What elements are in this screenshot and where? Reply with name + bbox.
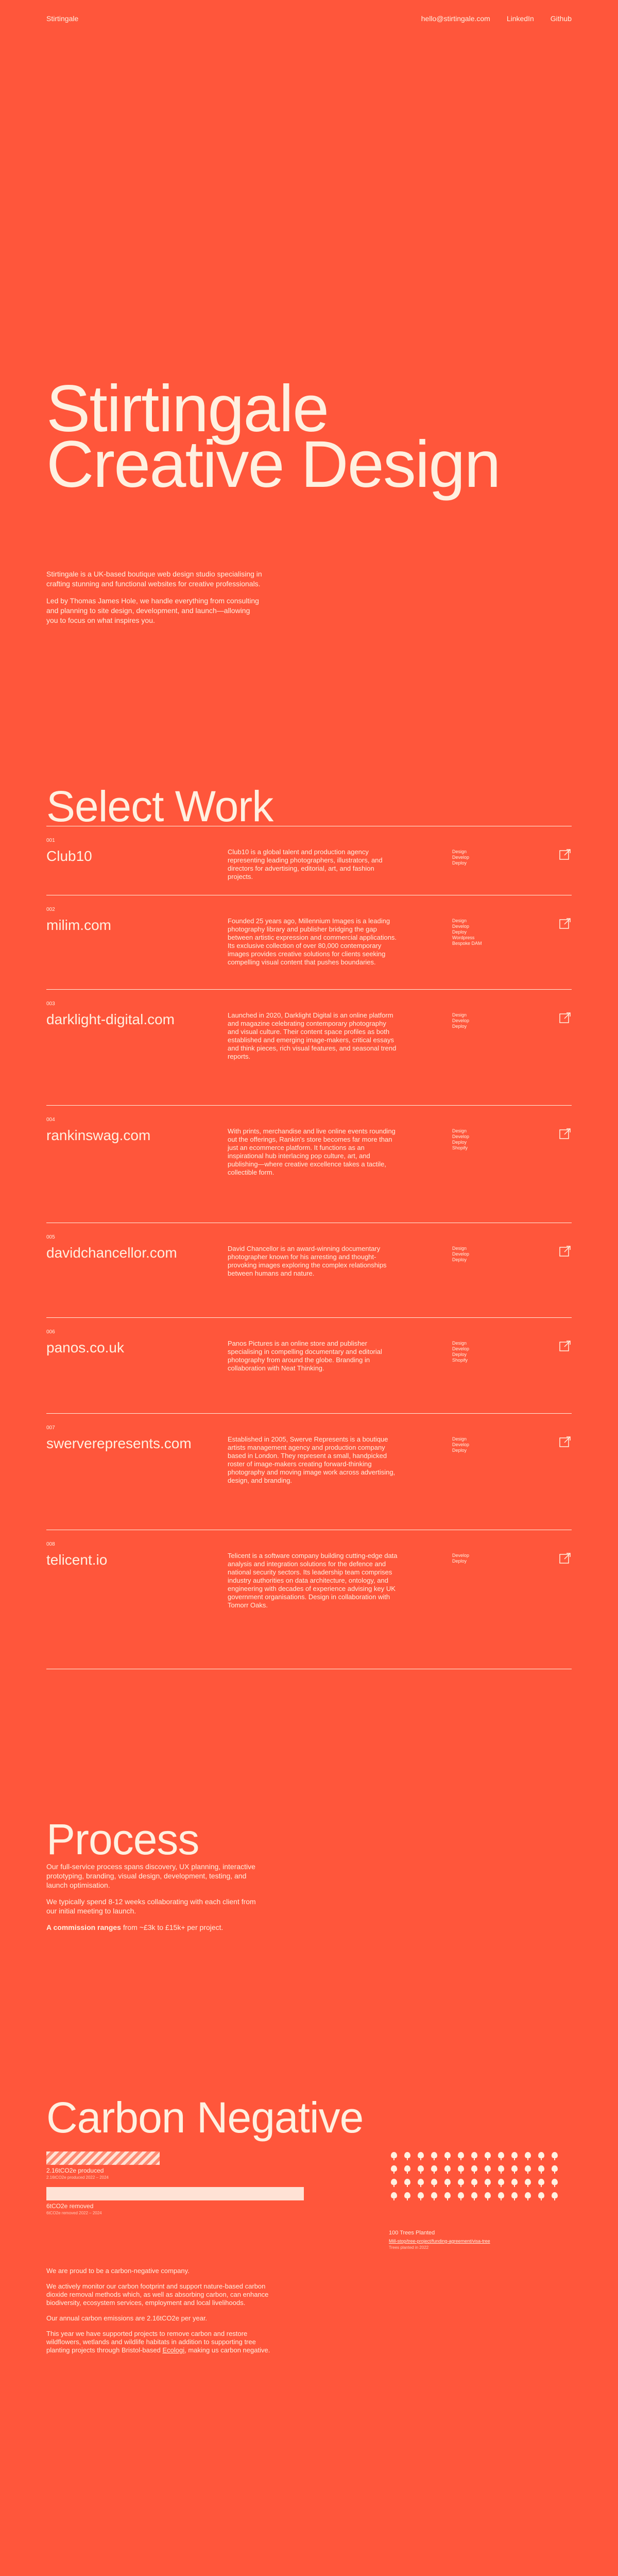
- work-tag: Develop: [452, 1553, 470, 1558]
- nav-email-link[interactable]: hello@stirtingale.com: [421, 14, 490, 23]
- tree-icon: [402, 2191, 413, 2201]
- work-tags: [452, 1341, 469, 1363]
- carbon-p2: We actively monitor our carbon footprint and support nature-based carbon dioxide removal methods which, as well as absorbing carbon, can enhance biodiversity, ecosystem services, employment and local livelihoods.: [46, 2282, 269, 2307]
- work-tag: Develop: [452, 855, 470, 860]
- work-tag: Deploy: [452, 1352, 467, 1357]
- external-link-icon[interactable]: [558, 1340, 572, 1353]
- work-tag: Deploy: [452, 1558, 467, 1564]
- nav-github-link[interactable]: Github: [550, 14, 572, 23]
- carbon-produced-bar: [46, 2151, 160, 2165]
- tree-icon: [496, 2178, 506, 2188]
- work-tag: Develop: [452, 1346, 470, 1351]
- work-tag: Design: [452, 1436, 467, 1442]
- tree-icon: [550, 2191, 560, 2201]
- work-number: 004: [46, 1117, 55, 1123]
- external-link-icon[interactable]: [558, 917, 572, 930]
- tree-icon: [550, 2164, 560, 2175]
- work-title-link[interactable]: darklight-digital.com: [46, 1011, 175, 1027]
- tree-icon: [389, 2178, 399, 2188]
- tree-icon: [536, 2178, 546, 2188]
- carbon-removed-bar: [46, 2187, 304, 2200]
- process-text: [46, 1862, 263, 1939]
- work-title-link[interactable]: panos.co.uk: [46, 1340, 124, 1355]
- tree-icon: [429, 2151, 439, 2161]
- work-item: [46, 1106, 572, 1223]
- tree-icon: [509, 2164, 520, 2175]
- tree-icon: [536, 2191, 546, 2201]
- work-tag: Design: [452, 1341, 467, 1346]
- external-link-icon[interactable]: [558, 1011, 572, 1025]
- trees-link[interactable]: Mill-stop/tree-project/funding-agreement/visa-tree: [389, 2239, 490, 2244]
- work-description: Established in 2005, Swerve Represents is a boutique artists management agency and production company based in London. They represent a small, handpicked roster of image-makers creating forward-thinking photography and moving image work across advertising, design, and branding.: [228, 1435, 396, 1484]
- work-list: [46, 826, 572, 1669]
- work-tag: Design: [452, 849, 467, 854]
- work-tag: Shopify: [452, 1358, 468, 1363]
- work-number: 005: [46, 1234, 55, 1240]
- external-link-icon[interactable]: [558, 1245, 572, 1258]
- work-tags: [452, 1246, 469, 1263]
- work-number: 001: [46, 838, 55, 843]
- work-tag: Shopify: [452, 1145, 468, 1150]
- tree-icon: [402, 2178, 413, 2188]
- tree-icon: [469, 2164, 479, 2175]
- tree-icon: [536, 2164, 546, 2175]
- work-description: Telicent is a software company building cutting-edge data analysis and integration solutions for the defence and national security sectors. Its leadership team comprises industry authorities on data architecture, ontology, and engineering with decades of experience advising key UK government organisations. Design in collaboration with Tomorr Oaks.: [228, 1552, 398, 1609]
- work-title-link[interactable]: telicent.io: [46, 1552, 108, 1568]
- tree-icon: [469, 2151, 479, 2161]
- tree-icon: [483, 2151, 493, 2161]
- tree-icon: [456, 2164, 466, 2175]
- carbon-produced-note: 2.16tCO2e produced 2022 – 2024: [46, 2175, 109, 2180]
- process-p3: [46, 1923, 263, 1932]
- trees-note: Trees planted in 2022: [389, 2245, 429, 2250]
- work-description: Club10 is a global talent and production agency representing leading photographers, illustrators, and directors for advertising, editorial, art, and fashion projects.: [228, 848, 383, 880]
- tree-icon: [442, 2164, 453, 2175]
- work-description: With prints, merchandise and live online events rounding out the offerings, Rankin's store becomes far more than just an ecommerce platform. It functions as an inspirational hub interlacing pop culture, art, and publishing—where creative excellence takes a tactile, collectible form.: [228, 1127, 396, 1176]
- tree-icon: [483, 2191, 493, 2201]
- tree-icon: [389, 2151, 399, 2161]
- tree-icon: [509, 2178, 520, 2188]
- work-number: 007: [46, 1425, 55, 1431]
- carbon-p4-b: , making us carbon negative.: [184, 2346, 270, 2354]
- work-tag: Develop: [452, 1442, 470, 1447]
- work-description: Founded 25 years ago, Millennium Images is a leading photography library and publisher bridging the gap between artistic expression and commercial applications. Its exclusive collection of over 80,000 contemporary images provides creative solutions for clients seeking compelling visual content that pushes boundaries.: [228, 917, 397, 966]
- work-tags: [452, 1553, 469, 1564]
- work-tag: Design: [452, 918, 467, 923]
- process-section-title: Process: [46, 1815, 199, 1863]
- tree-icon: [509, 2151, 520, 2161]
- tree-icon: [416, 2178, 426, 2188]
- work-tags: [452, 1012, 469, 1029]
- work-item: [46, 895, 572, 990]
- external-link-icon[interactable]: [558, 848, 572, 861]
- work-number: 008: [46, 1541, 55, 1547]
- tree-icon: [523, 2151, 533, 2161]
- work-tag: Develop: [452, 1251, 470, 1257]
- work-tags: [452, 918, 482, 946]
- tree-icon: [442, 2191, 453, 2201]
- work-item: [46, 826, 572, 895]
- tree-icon: [416, 2164, 426, 2175]
- carbon-produced-value: 2.16tCO2e produced: [46, 2167, 104, 2174]
- tree-icon: [523, 2178, 533, 2188]
- tree-icon: [389, 2164, 399, 2175]
- work-title-link[interactable]: rankinswag.com: [46, 1127, 151, 1143]
- work-description: Panos Pictures is an online store and publisher specialising in compelling documentary and editorial photography from around the globe. Branding in collaboration with Neat Thinking.: [228, 1340, 382, 1372]
- tree-icon: [442, 2151, 453, 2161]
- tree-icon: [456, 2178, 466, 2188]
- tree-icon: [509, 2191, 520, 2201]
- tree-icon: [496, 2164, 506, 2175]
- work-description: David Chancellor is an award-winning documentary photographer known for his arresting and thought-provoking images exploring the complex relationships between humans and nature.: [228, 1245, 387, 1277]
- work-tag: Develop: [452, 1018, 470, 1023]
- tree-icon: [442, 2178, 453, 2188]
- work-tag: Deploy: [452, 1024, 467, 1029]
- tree-icon: [416, 2151, 426, 2161]
- work-title-link[interactable]: davidchancellor.com: [46, 1245, 177, 1261]
- tree-icon: [456, 2151, 466, 2161]
- tree-icon: [389, 2191, 399, 2201]
- tree-icon: [496, 2151, 506, 2161]
- work-tag: Bespoke DAM: [452, 941, 482, 946]
- tree-icon: [456, 2191, 466, 2201]
- work-title-link[interactable]: swerverepresents.com: [46, 1435, 192, 1451]
- work-item: [46, 1223, 572, 1318]
- process-p3-rest: from ~£3k to £15k+ per project.: [121, 1923, 224, 1931]
- carbon-p3: Our annual carbon emissions are 2.16tCO2e per year.: [46, 2314, 208, 2322]
- work-title-link[interactable]: milim.com: [46, 917, 111, 933]
- work-item: [46, 1530, 572, 1669]
- nav-linkedin-link[interactable]: LinkedIn: [506, 14, 534, 23]
- tree-icon: [429, 2178, 439, 2188]
- trees-planted-label: 100 Trees Planted: [389, 2230, 435, 2236]
- ecologi-link[interactable]: Ecologi: [162, 2346, 185, 2354]
- process-p3-bold: A commission ranges: [46, 1923, 121, 1931]
- hero-led-text: Led by Thomas James Hole, we handle everything from consulting and planning to site design, development, and launch—allowing you to focus on what inspires you.: [46, 597, 259, 624]
- work-tag: Deploy: [452, 860, 467, 866]
- tree-icon: [429, 2164, 439, 2175]
- work-section-title: Select Work: [46, 782, 273, 831]
- hero-title-line1: Stirtingale: [46, 372, 329, 446]
- work-tag: Wordpress: [452, 935, 475, 940]
- work-number: 003: [46, 1001, 55, 1007]
- work-tag: Deploy: [452, 1448, 467, 1453]
- tree-icon: [402, 2151, 413, 2161]
- tree-grid: [389, 2151, 564, 2201]
- tree-icon: [550, 2151, 560, 2161]
- work-item: [46, 1414, 572, 1530]
- carbon-section-title: Carbon Negative: [46, 2093, 364, 2142]
- tree-icon: [550, 2178, 560, 2188]
- tree-icon: [523, 2164, 533, 2175]
- work-description: Launched in 2020, Darklight Digital is an online platform and magazine celebrating contemporary photography and visual culture. Their content space profiles as both established and emerging image-makers, critical essays and think pieces, rich visual features, and seasonal trend reports.: [228, 1011, 397, 1060]
- hero-title-line2: Creative Design: [46, 428, 500, 501]
- tree-icon: [402, 2164, 413, 2175]
- carbon-text: [46, 2267, 278, 2362]
- work-tags: [452, 849, 469, 866]
- hero-intro-text: Stirtingale is a UK-based boutique web design studio specialising in crafting stunning and functional websites for creative professionals.: [46, 570, 262, 588]
- work-tag: Deploy: [452, 929, 467, 935]
- work-item: [46, 990, 572, 1106]
- work-tag: Design: [452, 1246, 467, 1251]
- process-p2: We typically spend 8-12 weeks collaborating with each client from our initial meeting to launch.: [46, 1897, 256, 1915]
- top-nav: [421, 14, 572, 23]
- tree-icon: [483, 2178, 493, 2188]
- work-tag: Develop: [452, 1134, 470, 1139]
- work-number: 002: [46, 907, 55, 912]
- tree-icon: [536, 2151, 546, 2161]
- external-link-icon[interactable]: [558, 1435, 572, 1449]
- tree-icon: [469, 2191, 479, 2201]
- carbon-p4-a: This year we have supported projects to remove carbon and restore wildflowers, wetlands and wildlife habitats in addition to supporting tree planting projects through Bristol-based: [46, 2330, 256, 2354]
- carbon-bars: [46, 2148, 304, 2223]
- tree-icon: [469, 2178, 479, 2188]
- hero-intro: [46, 569, 263, 633]
- brand-link[interactable]: Stirtingale: [46, 14, 79, 23]
- site-header: [46, 13, 572, 24]
- work-title-link[interactable]: Club10: [46, 848, 92, 864]
- work-tag: Deploy: [452, 1140, 467, 1145]
- tree-icon: [416, 2191, 426, 2201]
- work-tags: [452, 1436, 469, 1453]
- hero-title: [46, 372, 500, 501]
- tree-icon: [483, 2164, 493, 2175]
- tree-icon: [429, 2191, 439, 2201]
- process-p1: Our full-service process spans discovery, UX planning, interactive prototyping, branding, visual design, development, testing, and launch optimisation.: [46, 1862, 255, 1889]
- external-link-icon[interactable]: [558, 1552, 572, 1565]
- carbon-p4: [46, 2330, 278, 2354]
- tree-icon: [496, 2191, 506, 2201]
- work-tag: Design: [452, 1128, 467, 1133]
- work-tags: [452, 1128, 469, 1151]
- work-tag: Deploy: [452, 1257, 467, 1262]
- work-item: [46, 1318, 572, 1414]
- tree-icon: [523, 2191, 533, 2201]
- carbon-removed-value: 6tCO2e removed: [46, 2202, 94, 2210]
- external-link-icon[interactable]: [558, 1127, 572, 1141]
- work-tag: Design: [452, 1012, 467, 1018]
- carbon-p1: We are proud to be a carbon-negative company.: [46, 2267, 190, 2275]
- carbon-removed-note: 6tCO2e removed 2022 – 2024: [46, 2211, 102, 2215]
- work-tag: Develop: [452, 924, 470, 929]
- work-number: 006: [46, 1329, 55, 1335]
